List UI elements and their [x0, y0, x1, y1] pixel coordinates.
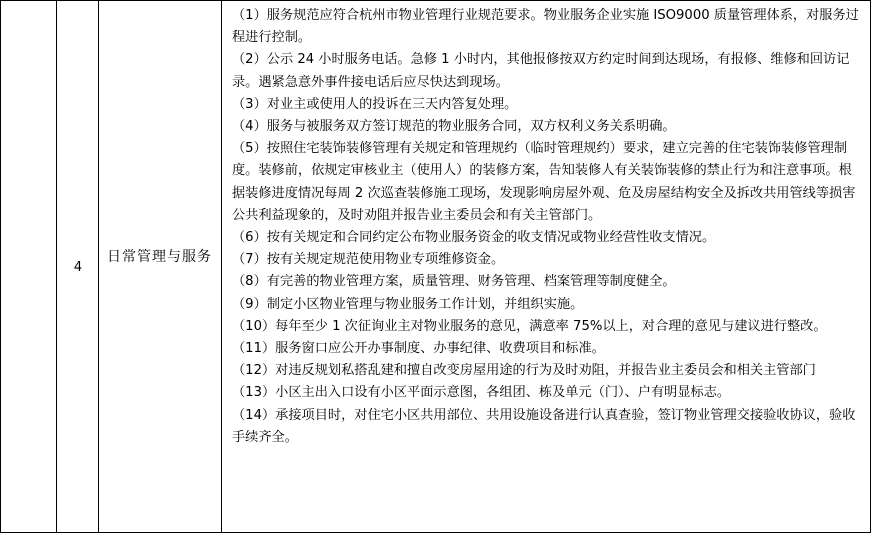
- row-number-cell: [56, 1, 99, 532]
- requirement-item: （12）对违反规划私搭乱建和擅自改变房屋用途的行为及时劝阻，并报告业主委员会和相关主管部门: [232, 363, 816, 379]
- requirement-item: （10）每年至少 1 次征询业主对物业服务的意见，满意率 75%以上，对合理的意见与建议进行整改。: [232, 318, 827, 334]
- requirement-item: （6）按有关规定和合同约定公布物业服务资金的收支情况或物业经营性收支情况。: [232, 230, 716, 246]
- category-cell: [98, 1, 222, 532]
- requirement-item: （3）对业主或使用人的投诉在三天内答复处理。: [232, 96, 518, 112]
- requirement-item: （2）公示 24 小时服务电话。急修 1 小时内，其他报修按双方约定时间到达现场，有报修、维修和回访记录。遇紧急意外事件接电话后应尽快达到现场。: [232, 52, 850, 90]
- requirements-list: [232, 5, 864, 449]
- requirements-cell: [221, 1, 870, 532]
- requirement-item: （11）服务窗口应公开办事制度、办事纪律、收费项目和标准。: [232, 341, 605, 357]
- requirement-item: （4）服务与被服务双方签订规范的物业服务合同，双方权利义务关系明确。: [232, 119, 676, 135]
- category-label: 日常管理与服务: [107, 249, 212, 265]
- requirement-item: （13）小区主出入口设有小区平面示意图，各组团、栋及单元（门）、户有明显标志。: [232, 385, 731, 401]
- requirement-item: （1）服务规范应符合杭州市物业管理行业规范要求。物业服务企业实施 ISO9000 质量管理体系，对服务过程进行控制。: [232, 8, 859, 46]
- requirement-item: （7）按有关规定规范使用物业专项维修资金。: [232, 252, 505, 268]
- requirement-item: （9）制定小区物业管理与物业服务工作计划，并组织实施。: [232, 296, 584, 312]
- requirement-item: （14）承接项目时，对住宅小区共用部位、共用设施设备进行认真查验，签订物业管理交接验收协议，验收手续齐全。: [232, 407, 856, 445]
- row-number: 4: [73, 260, 83, 275]
- requirement-item: （8）有完善的物业管理方案，质量管理、财务管理、档案管理等制度健全。: [232, 274, 676, 290]
- requirement-item: （5）按照住宅装饰装修管理有关规定和管理规约（临时管理规约）要求，建立完善的住宅装饰装修管理制度。装修前，依规定审核业主（使用人）的装修方案，告知装修人有关装饰装修的禁止行为和注意事项。根据装修进度情况每周 2 次巡查装修施工现场，发现影响房屋外观、危及房屋结构安全及拆改共用管线等损害公共利益现象的，及时劝阻并报告业主委员会和有关主管部门。: [232, 141, 856, 223]
- blank-column-cell: [1, 1, 56, 532]
